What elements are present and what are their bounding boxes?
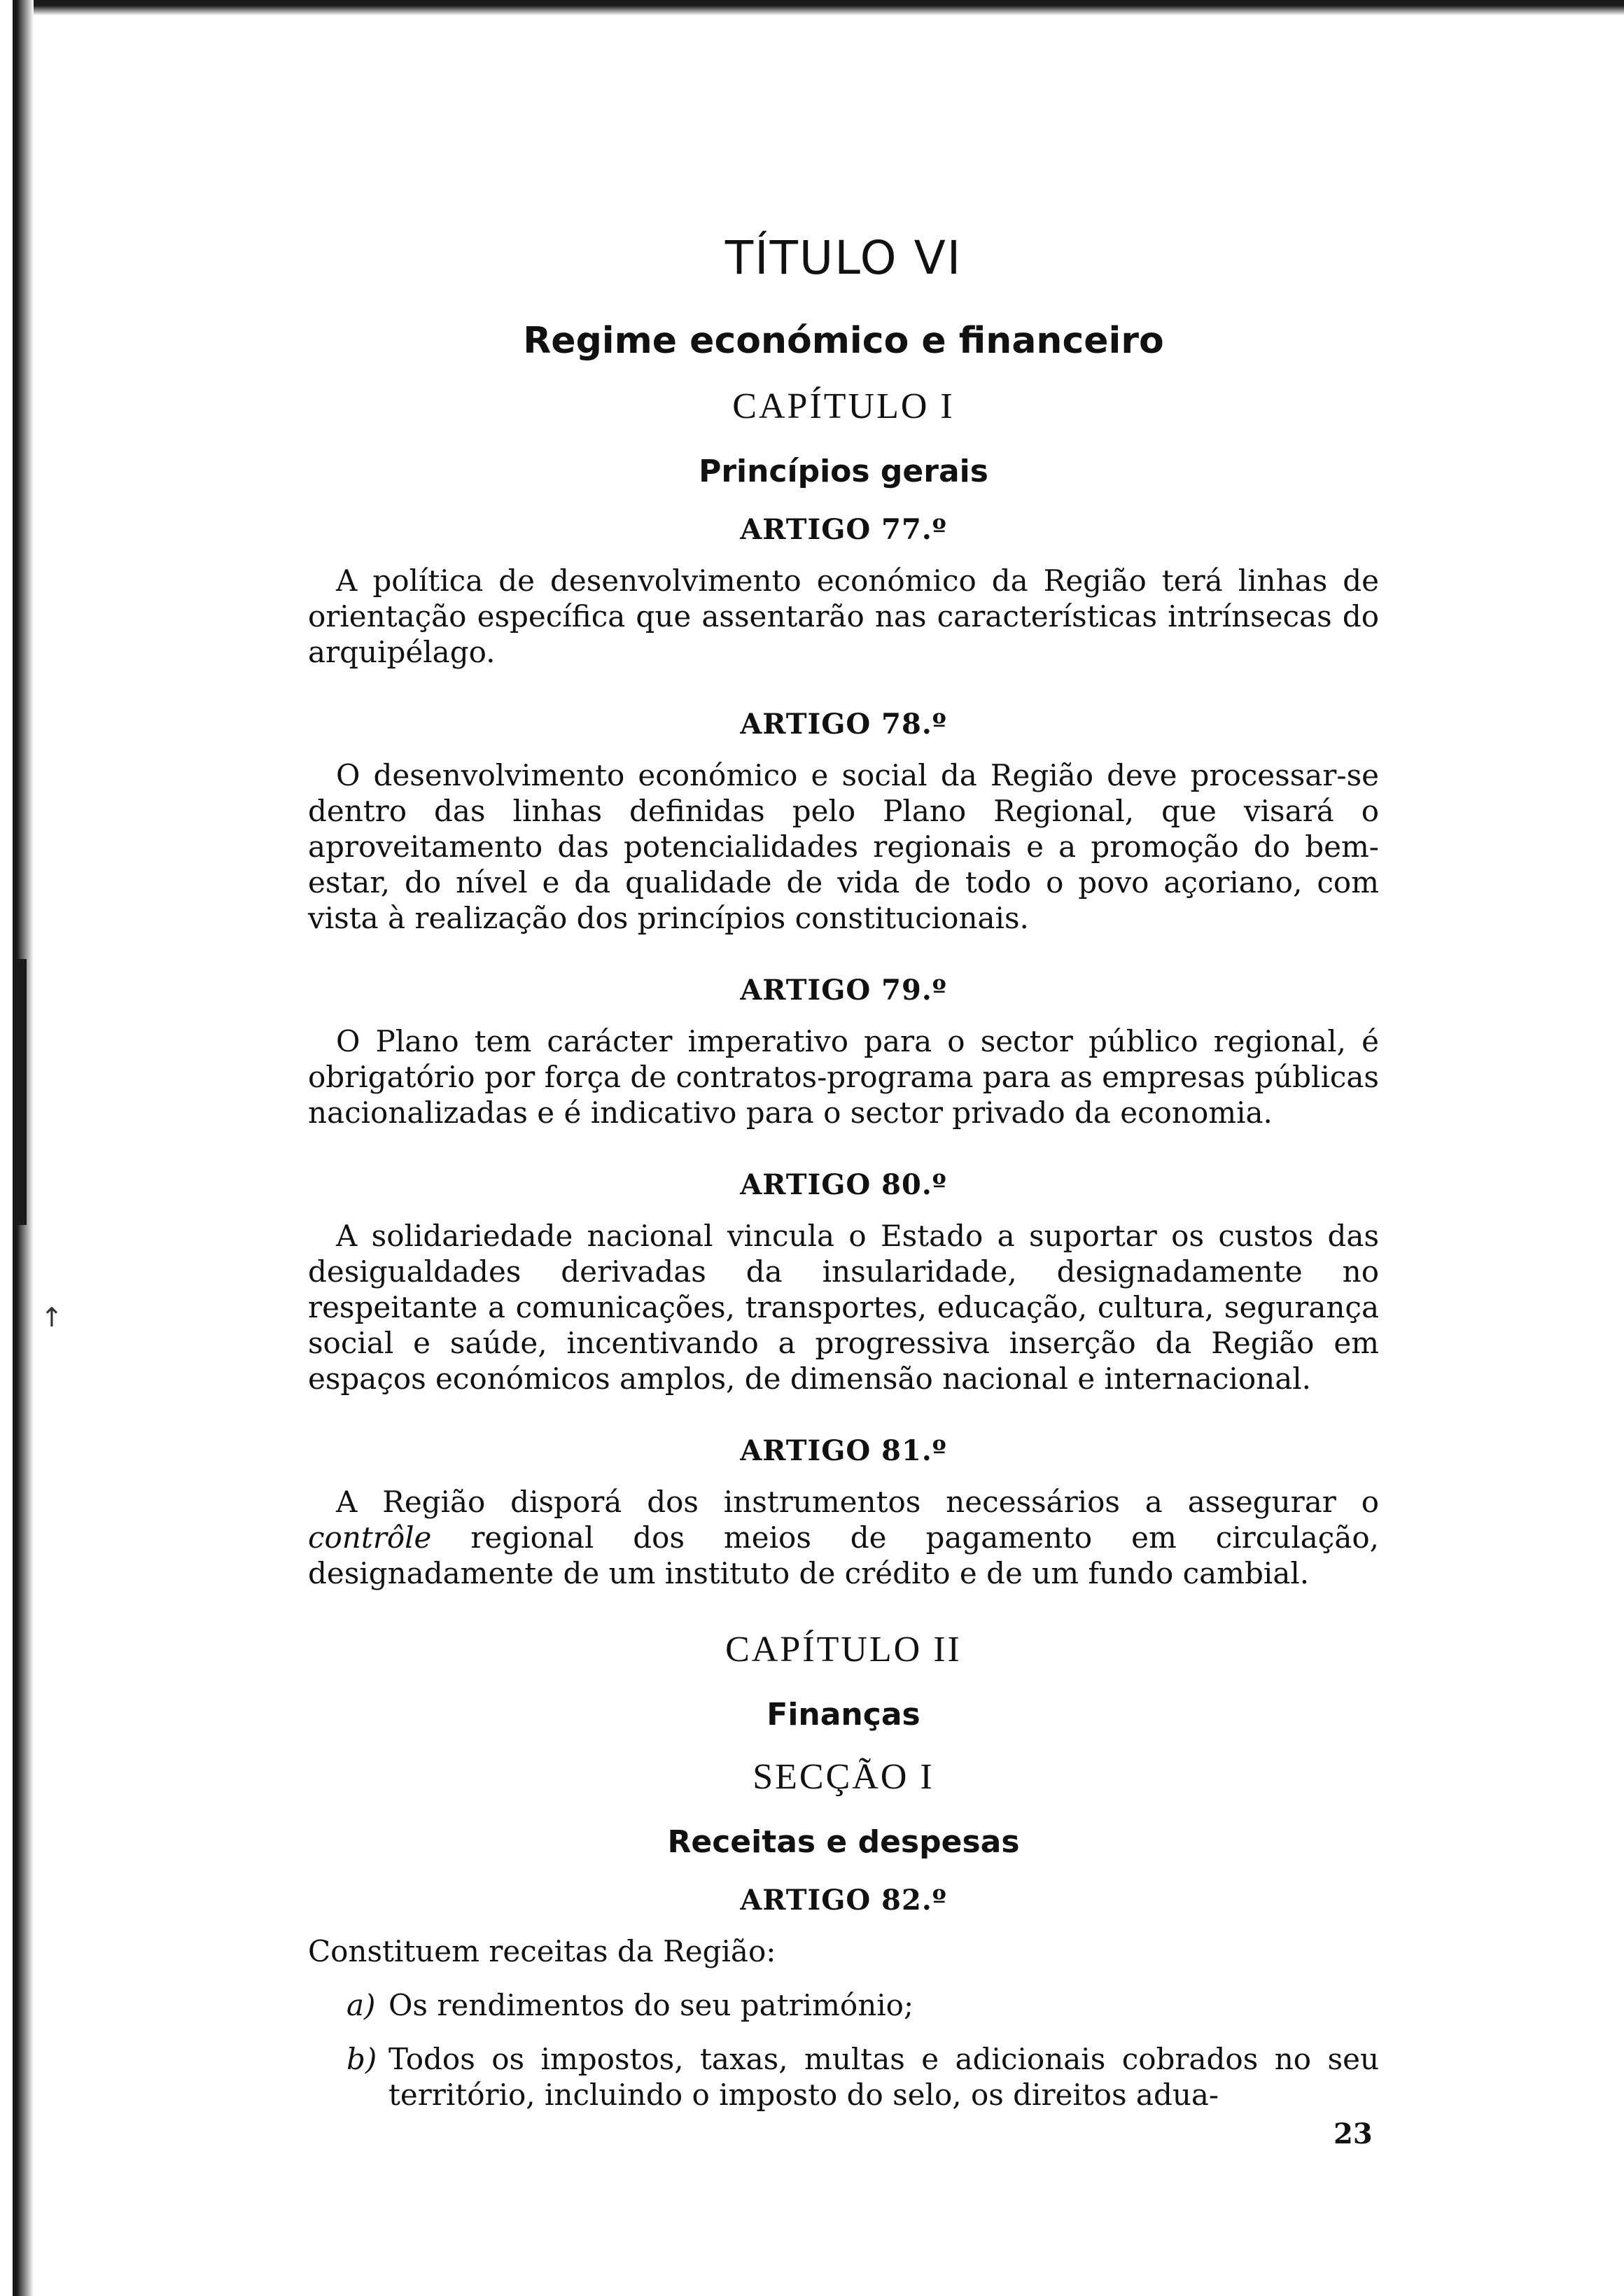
list-item-letter: b) [346, 2042, 377, 2076]
article-78-text: O desenvolvimento económico e social da Região deve processar-se dentro das linhas definidas pelo Plano Regional, que visará o aproveitamento das potencialidades regionais e a promoção do bem-estar, do nível e da qualidade de vida de todo o povo açoriano, com vista à realização dos princípios constitucionais. [308, 758, 1379, 935]
article-80-text: A solidariedade nacional vincula o Estado a suportar os custos das desigualdades derivadas da insularidade, designadamente no respeitante a comunicações, transportes, educação, cultura, segurança social e saúde, incentivando a progressiva inserção da Região em espaços económicos amplos, de dimensão nacional e internacional. [308, 1219, 1379, 1396]
section-1-name: Receitas e despesas [667, 1824, 1020, 1860]
article-82-intro: Constituem receitas da Região: [308, 1934, 776, 1968]
scan-edge-shadow [17, 959, 27, 1225]
article-78-heading: ARTIGO 78.º [740, 708, 947, 741]
list-item-letter: a) [346, 1988, 376, 2022]
article-81-text-after: regional dos meios de pagamento em circulação, designadamente de um instituto de crédito e de um fundo cambial. [308, 1520, 1379, 1590]
article-81-text [308, 1484, 1379, 1591]
chapter-2-label: CAPÍTULO II [725, 1630, 962, 1670]
article-81-text-italic: contrôle [308, 1520, 432, 1555]
article-77-text: A política de desenvolvimento económico da Região terá linhas de orientação específica que assentarão nas características intrínsecas do arquipélago. [308, 564, 1379, 669]
chapter-1-name: Princípios gerais [699, 454, 988, 489]
article-81-heading: ARTIGO 81.º [740, 1434, 947, 1467]
title-name: Regime económico e financeiro [523, 320, 1164, 362]
article-80-heading: ARTIGO 80.º [740, 1168, 947, 1201]
article-82-heading: ARTIGO 82.º [740, 1884, 947, 1917]
document-page [308, 231, 1379, 2131]
article-79-text: O Plano tem carácter imperativo para o sector público regional, é obrigatório por força de contratos-programa para as empresas públicas nacionalizadas e é indicativo para o sector privado da economia. [308, 1024, 1379, 1130]
list-item-text: Todos os impostos, taxas, multas e adicionais cobrados no seu território, incluindo o imposto do selo, os direitos adua- [388, 2042, 1379, 2112]
section-1-label: SECÇÃO I [752, 1757, 934, 1797]
chapter-2-name: Finanças [766, 1697, 920, 1732]
margin-mark: ↑ [41, 1302, 63, 1333]
page-number: 23 [1334, 2118, 1373, 2150]
article-77-heading: ARTIGO 77.º [740, 513, 947, 546]
article-81-text-before: A Região disporá dos instrumentos necessários a assegurar o [336, 1485, 1379, 1519]
list-item [308, 2041, 1379, 2113]
scan-edge-top [13, 0, 1624, 15]
chapter-1-label: CAPÍTULO I [732, 386, 955, 426]
list-item-text: Os rendimentos do seu património; [388, 1988, 914, 2022]
article-79-heading: ARTIGO 79.º [740, 974, 947, 1007]
title-number: TÍTULO VI [724, 231, 962, 285]
list-item [308, 1987, 1379, 2023]
